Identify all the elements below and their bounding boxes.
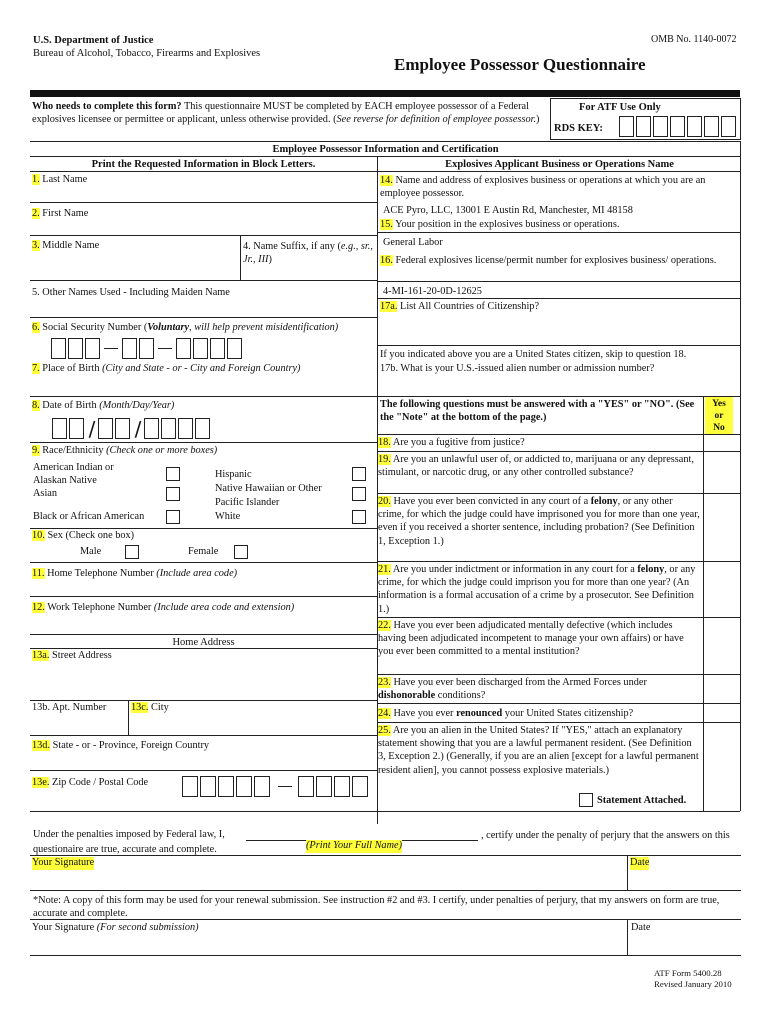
q22-answer[interactable] [704, 618, 740, 674]
signature-label: Your Signature [32, 857, 95, 868]
q13e-label: 13e. Zip Code / Postal Code [32, 777, 149, 788]
q2-label: 2. First Name [32, 208, 89, 219]
certification-text-post: , certify under the penalty of perjury that the answers on this questionaire are true, accurate and complete. [33, 830, 730, 855]
license-number-value[interactable]: 4-MI-161-20-0D-12625 [383, 286, 482, 297]
q14-label: 14. Name and address of explosives business or operations at which you are an employee possessor. [380, 175, 706, 199]
last-name-field[interactable] [30, 186, 377, 202]
q21-answer[interactable] [704, 562, 740, 617]
q13c-label: 13c. City [131, 702, 169, 713]
signature-field[interactable] [30, 870, 627, 890]
q24-text: 24. Have you ever renounced your United States citizenship? [378, 708, 634, 719]
first-name-field[interactable] [30, 220, 377, 235]
sex-male-checkbox[interactable] [125, 545, 139, 559]
date2-field[interactable] [628, 935, 740, 955]
race-hispanic-checkbox[interactable] [352, 467, 366, 481]
home-address-heading: Home Address [172, 637, 235, 648]
citizenship-field[interactable] [378, 314, 740, 344]
race-amind-checkbox[interactable] [166, 467, 180, 481]
signature2-label: Your Signature (For second submission) [32, 922, 199, 933]
print-name-caption: (Print Your Full Name) [306, 840, 403, 851]
q3-label: 3. Middle Name [32, 240, 100, 251]
q9-label: 9. Race/Ethnicity (Check one or more boxes) [32, 445, 218, 456]
bureau-name: Bureau of Alcohol, Tobacco, Firearms and Explosives [33, 48, 261, 59]
race-white-checkbox[interactable] [352, 510, 366, 524]
race-white-label: White [215, 511, 241, 522]
yes-no-intro: The following questions must be answered with a "YES" or "NO". (See the "Note" at the bottom of the page.) [380, 399, 695, 423]
ssn-boxes[interactable] [51, 338, 244, 359]
q24-answer[interactable] [704, 704, 740, 722]
race-black-checkbox[interactable] [166, 510, 180, 524]
atf-use-label: For ATF Use Only [579, 102, 661, 113]
statement-attached-checkbox[interactable] [579, 793, 593, 807]
q25-text: 25. Are you an alien in the United States? If "YES," attach an explanatory statement showing that you are a lawful permanent resident. (See Definition 3, Exception 2.) (Generally, if you are an alien [except for a lawful permanent resident alien], you cannot possess explosive materials.) [378, 725, 699, 776]
q23-text: 23. Have you ever been discharged from the Armed Forces under dishonorable conditions? [378, 677, 647, 702]
yes-or-no-heading: Yes or No [705, 397, 733, 435]
intro-text [32, 100, 552, 126]
sex-female-label: Female [188, 546, 219, 557]
right-heading: Explosives Applicant Business or Operations Name [445, 159, 674, 170]
sex-male-label: Male [80, 546, 102, 557]
business-name-value[interactable]: ACE Pyro, LLC, 13001 E Austin Rd, Manchester, MI 48158 [383, 205, 633, 216]
q17a-label: 17a. List All Countries of Citizenship? [380, 301, 540, 312]
section-title: Employee Possessor Information and Certification [272, 144, 499, 155]
renewal-note: *Note: A copy of this form may be used for your renewal submission. See instruction #2 and #3. I certify, under penalties of perjury, that my answers on form are true, accurate and complete. [33, 895, 720, 919]
header-rule [30, 90, 740, 97]
q11-label: 11. Home Telephone Number (Include area code) [32, 568, 238, 579]
form-title: Employee Possessor Questionnaire [394, 55, 646, 74]
q20-answer[interactable] [704, 494, 740, 561]
q16-label: 16. Federal explosives license/permit number for explosives business/ operations. [380, 255, 717, 266]
who-needs-end: ) [536, 114, 540, 125]
work-phone-field[interactable] [30, 614, 377, 634]
street-address-field[interactable] [30, 662, 377, 700]
race-hawaiian-label: Native Hawaiian or Other Pacific Islander [215, 483, 322, 508]
statement-attached-label: Statement Attached. [597, 795, 687, 806]
agency-name: U.S. Department of Justice [33, 35, 154, 46]
race-hispanic-label: Hispanic [215, 469, 252, 480]
race-hawaiian-checkbox[interactable] [352, 487, 366, 501]
q6-label: 6. Social Security Number (Voluntary, will help prevent misidentification) [32, 322, 339, 333]
alien-number-field[interactable] [378, 376, 740, 396]
sex-female-checkbox[interactable] [234, 545, 248, 559]
q15-label: 15. Your position in the explosives business or operations. [380, 219, 620, 230]
place-of-birth-field[interactable] [30, 376, 377, 396]
race-asian-checkbox[interactable] [166, 487, 180, 501]
rds-key-label: RDS KEY: [554, 123, 603, 134]
q13d-label: 13d. State - or - Province, Foreign Country [32, 740, 210, 751]
position-value[interactable]: General Labor [383, 237, 443, 248]
q12-label: 12. Work Telephone Number (Include area code and extension) [32, 602, 295, 613]
state-field[interactable] [30, 752, 377, 770]
race-asian-label: Asian [33, 488, 58, 499]
who-needs-ref: See reverse for definition of employee possessor. [336, 114, 537, 125]
q5-label: 5. Other Names Used - Including Maiden Name [32, 287, 230, 298]
left-heading: Print the Requested Information in Block Letters. [91, 159, 316, 170]
atf-use-box [550, 98, 741, 140]
revision-date: Revised January 2010 [654, 979, 732, 989]
date-label: Date [630, 857, 650, 868]
q17b-label: 17b. What is your U.S.-issued alien number or admission number? [380, 363, 655, 374]
q4-label: 4. Name Suffix, if any (e.g., sr., Jr., III) [243, 241, 373, 265]
citizen-note: If you indicated above you are a United States citizen, skip to question 18. [380, 349, 687, 360]
dob-boxes[interactable]: / / [52, 418, 212, 439]
q18-text: 18. Are you a fugitive from justice? [378, 437, 525, 448]
q22-text: 22. Have you ever been adjudicated mentally defective (which includes having been adjudicated incompetent to manage your own affairs) or have you ever been committed to a mental institution? [378, 620, 684, 658]
zip-boxes[interactable] [182, 776, 370, 797]
q8-label: 8. Date of Birth (Month/Day/Year) [32, 400, 175, 411]
q25-answer[interactable] [704, 723, 740, 811]
q10-label: 10. Sex (Check one box) [32, 530, 135, 541]
race-black-label: Black or African American [33, 511, 145, 522]
who-needs-label: Who needs to complete this form? [32, 101, 182, 112]
q7-label: 7. Place of Birth (City and State - or - City and Foreign Country) [32, 363, 301, 374]
q19-answer[interactable] [704, 452, 740, 493]
omb-number: OMB No. 1140-0072 [651, 34, 737, 45]
date-field[interactable] [628, 870, 740, 890]
date2-label: Date [631, 922, 651, 933]
q1-label: 1. Last Name [32, 174, 88, 185]
q13a-label: 13a. Street Address [32, 650, 112, 661]
home-phone-field[interactable] [30, 580, 377, 596]
q20-text: 20. Have you ever been convicted in any court of a felony, or any other crime, for which the judge could have imprisoned you for more than one year, even if you received a shorter sentence, including probation? (See Definition 1, Exception 1.) [378, 496, 700, 547]
certification-text-pre: Under the penalties imposed by Federal law, I, [33, 829, 225, 840]
q21-text: 21. Are you under indictment or information in any court for a felony, or any crime, for which the judge could imprison you for more than one year? (An information is a formal accusation of a crime by a prosecutor. See Definition 1.) [378, 564, 696, 615]
who-needs-text: This questionnaire MUST be completed by EACH employee possessor of a Federal explosives licensee or permittee or applicant, unless otherwise provided. ( [32, 101, 529, 125]
race-amind-label: American Indian or Alaskan Native [33, 462, 114, 486]
q23-answer[interactable] [704, 675, 740, 703]
form-number: ATF Form 5400.28 [654, 968, 722, 978]
rds-key-boxes[interactable] [619, 116, 738, 137]
signature2-field[interactable] [30, 935, 627, 955]
q19-text: 19. Are you an unlawful user of, or addicted to, marijuana or any depressant, stimulant, or narcotic drug, or any other controlled substance? [378, 454, 694, 479]
q13b-label: 13b. Apt. Number [32, 702, 107, 713]
q18-answer[interactable] [704, 435, 740, 451]
